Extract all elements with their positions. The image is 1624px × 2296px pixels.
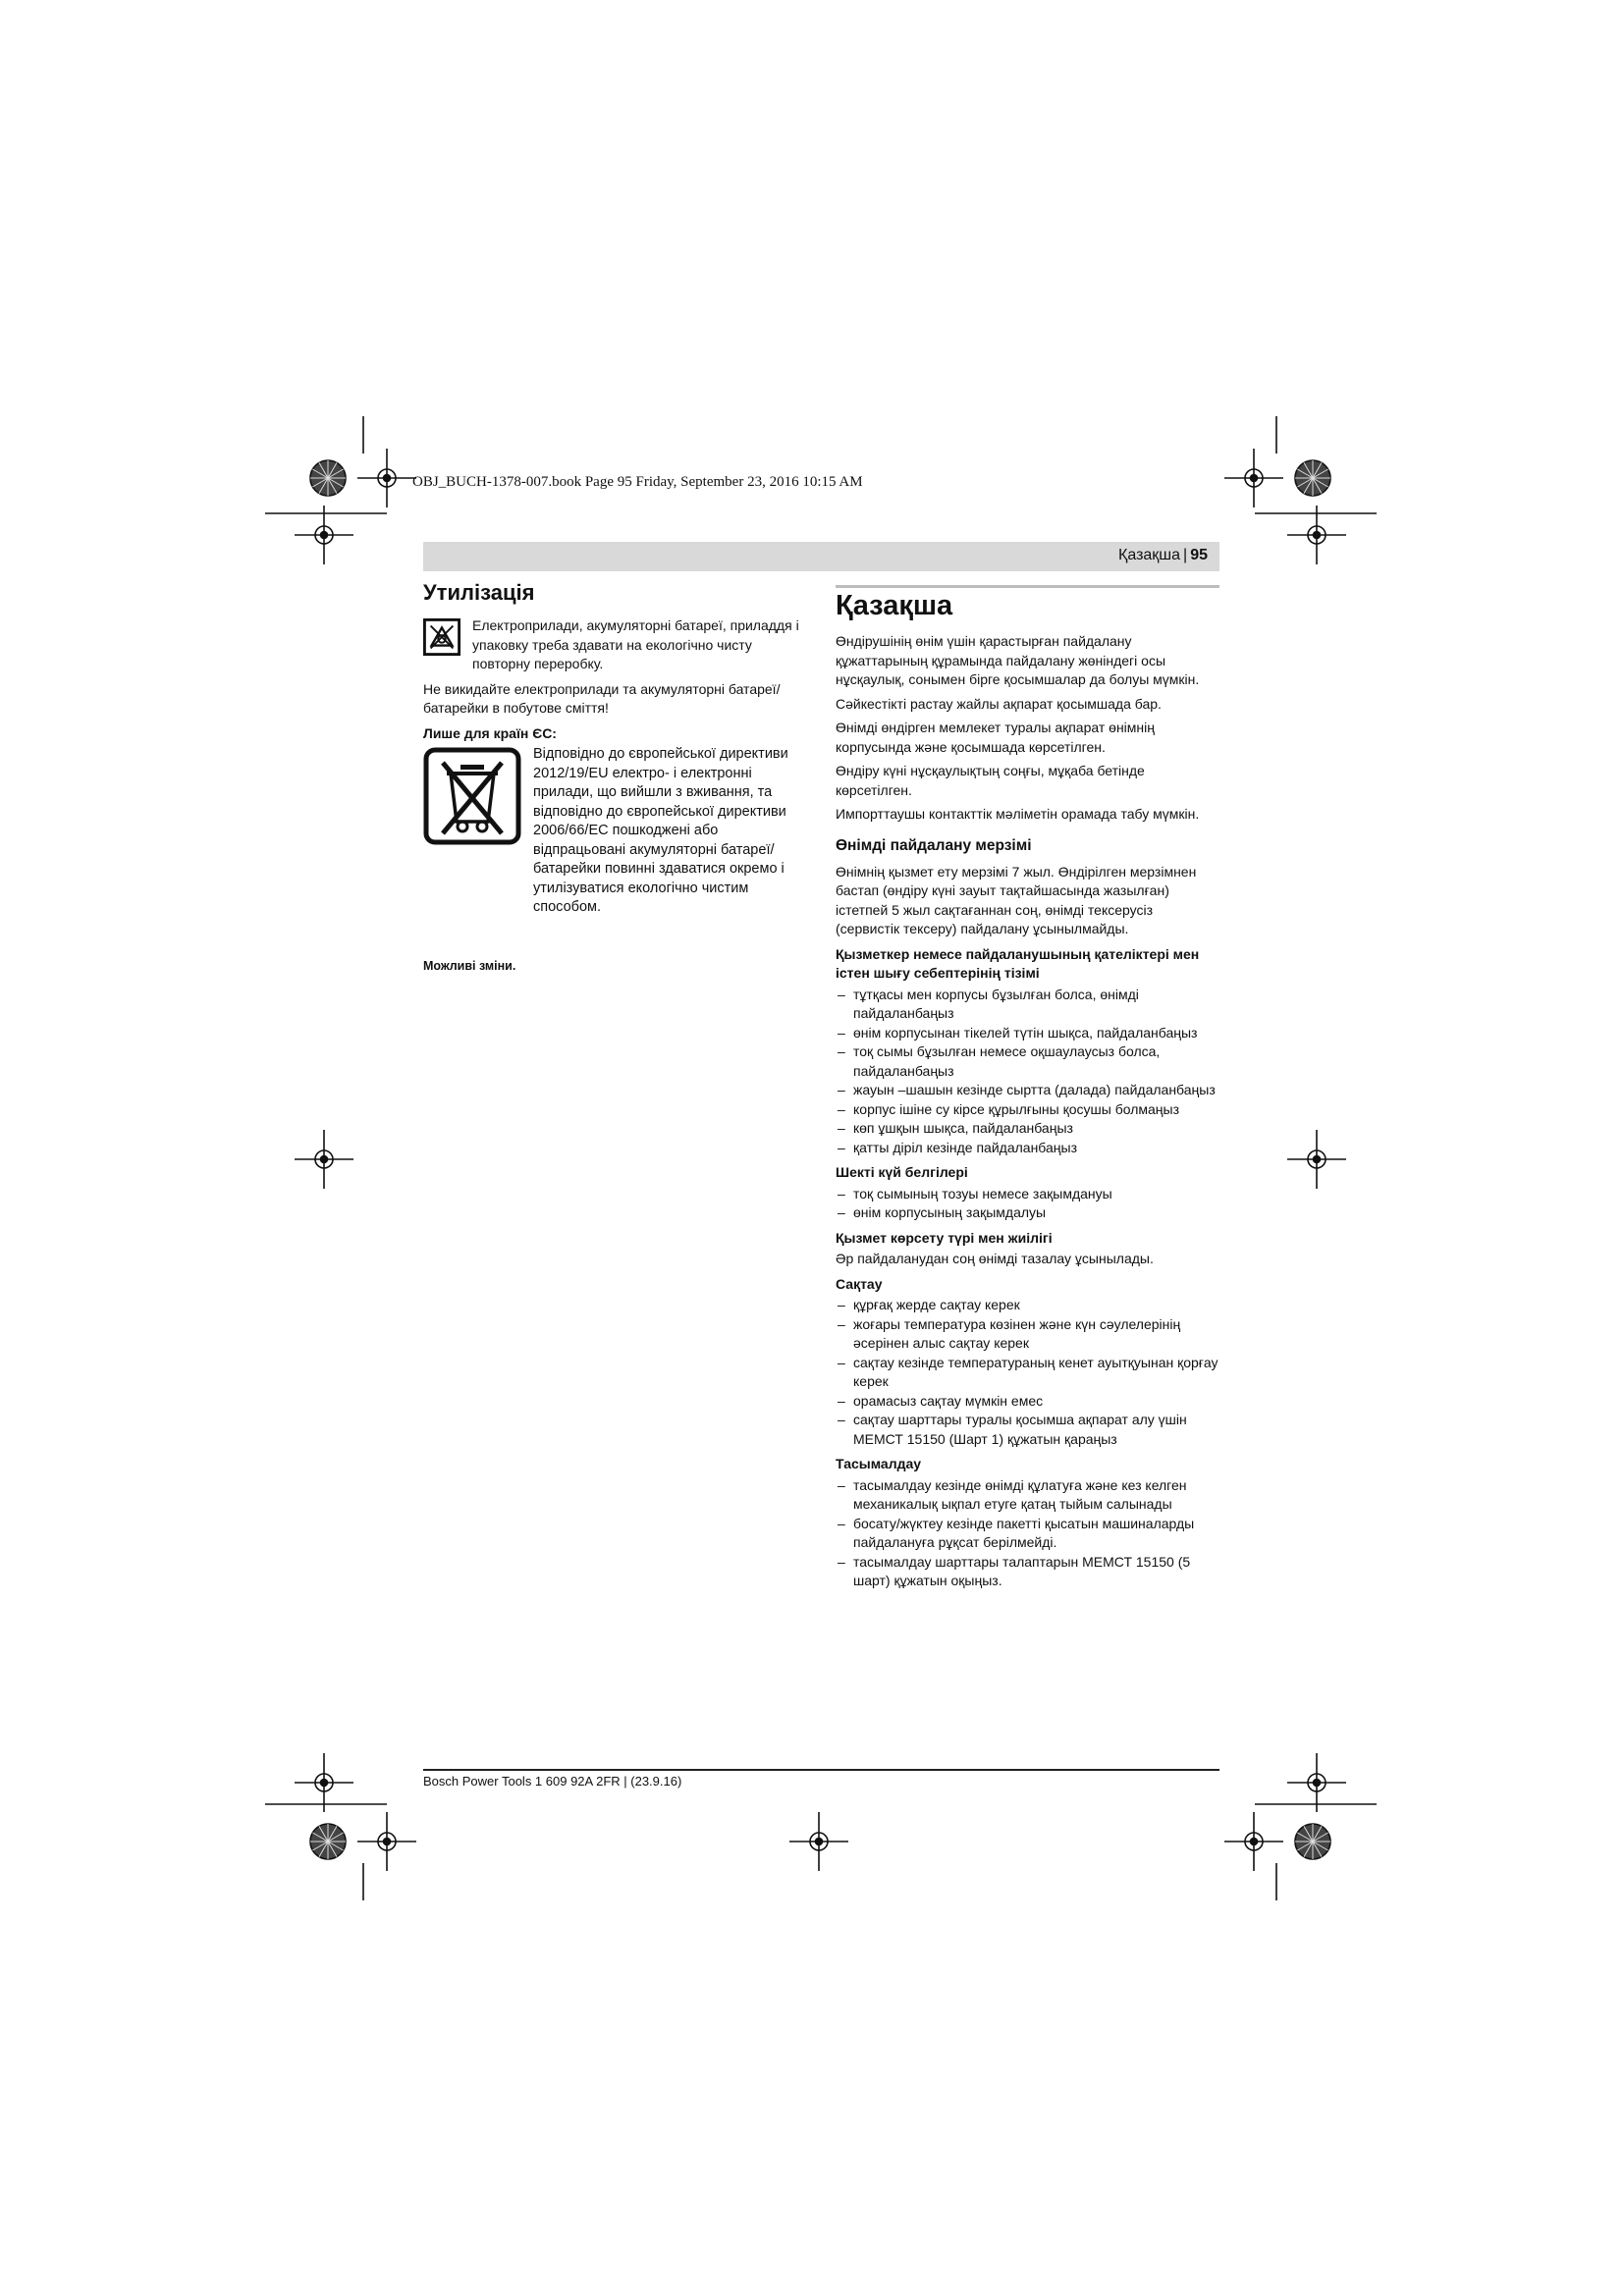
registration-dot: [1314, 1780, 1321, 1787]
storage-list: [836, 1296, 1218, 1449]
left-column: [423, 579, 806, 976]
failures-list: [836, 986, 1218, 1158]
limit-state-heading: Шекті күй белгілері: [836, 1164, 968, 1180]
right-column: [836, 587, 1218, 1595]
registration-dot: [1314, 532, 1321, 539]
language-title: Қазақша: [836, 590, 953, 621]
list-item: – орамасыз сақтау мүмкін емес: [836, 1392, 1218, 1412]
footer-imprint: Bosch Power Tools 1 609 92A 2FR | (23.9.16): [423, 1774, 682, 1789]
recycle-icon: [423, 618, 460, 656]
limit-state-list: [836, 1185, 1218, 1223]
registration-dot: [321, 532, 328, 539]
registration-dot: [321, 1156, 328, 1163]
running-header: [423, 542, 1219, 571]
registration-dot: [816, 1839, 823, 1845]
list-item: – жауын –шашын кезінде сыртта (далада) пайдаланбаңыз: [836, 1081, 1218, 1100]
lifetime-text: Өнімнің қызмет ету мерзімі 7 жыл. Өндірілген мерзімнен бастап (өндіру күні зауыт тақтайшасында жазылған) істетпей 5 жыл сақтағаннан соң, өнімді тексерусіз (сервистік тексеру) пайдалану ұсынылмайды.: [836, 863, 1197, 936]
registration-dot: [384, 475, 391, 482]
list-item: – өнім корпусынан тікелей түтін шықса, пайдаланбаңыз: [836, 1024, 1218, 1043]
header-language: Қазақша: [1118, 547, 1181, 563]
transport-heading: Тасымалдау: [836, 1456, 922, 1471]
list-item: – тасымалдау кезінде өнімді құлатуға және кез келген механикалық ықпал етуге қатаң тыйым салынады: [836, 1476, 1218, 1515]
page-number: 95: [1190, 547, 1208, 563]
failures-heading: Қызметкер немесе пайдаланушының қателіктері мен істен шығу себептерінің тізімі: [836, 945, 1200, 981]
list-item: – тоқ сымы бұзылған немесе оқшаулаусыз болса, пайдаланбаңыз: [836, 1042, 1218, 1081]
intro-paragraph-4: Өндіру күні нұсқаулықтың соңғы, мұқаба бетінде көрсетілген.: [836, 763, 1145, 798]
list-item: – көп ұшқын шықса, пайдаланбаңыз: [836, 1119, 1218, 1139]
registration-dot: [1314, 1156, 1321, 1163]
service-heading: Қызмет көрсету түрі мен жиілігі: [836, 1229, 1053, 1246]
list-item: – тұтқасы мен корпусы бұзылған болса, өнімді пайдаланбаңыз: [836, 986, 1218, 1024]
list-item: – сақтау кезінде температураның кенет ауытқуынан қорғау керек: [836, 1354, 1218, 1392]
list-item: – өнім корпусының зақымдалуы: [836, 1203, 1218, 1223]
weee-block: [423, 745, 806, 918]
list-item: – қатты діріл кезінде пайдаланбаңыз: [836, 1139, 1218, 1158]
household-waste-text: Не викидайте електроприлади та акумуляторні батареї/батарейки в побутове сміття!: [423, 680, 781, 716]
list-item: – босату/жүктеу кезінде пакетті қысатын машиналарды пайдалануға рұқсат берілмейді.: [836, 1515, 1218, 1553]
list-item: – тасымалдау шарттары талаптарын МЕМСТ 15150 (5 шарт) құжатын оқыңыз.: [836, 1553, 1218, 1591]
recycle-text: Електроприлади, акумуляторні батареї, приладдя і упаковку треба здавати на екологічно чисту повторну переробку.: [472, 617, 799, 671]
registration-dot: [1251, 475, 1258, 482]
header-separator: |: [1183, 547, 1188, 563]
list-item: – корпус ішіне су кірсе құрылғыны қосушы болмаңыз: [836, 1100, 1218, 1120]
registration-dot: [384, 1839, 391, 1845]
eu-only-heading: Лише для країн ЄС:: [423, 724, 557, 741]
list-item: – жоғары температура көзінен және күн сәулелерінің әсерінен алыс сақтау керек: [836, 1315, 1218, 1354]
footer-rule: [423, 1769, 1219, 1771]
recycle-block: [423, 616, 806, 674]
section-title-disposal: Утилізація: [423, 580, 535, 605]
service-text: Әр пайдаланудан соң өнімді тазалау ұсынылады.: [836, 1251, 1154, 1266]
registration-dot: [321, 1780, 328, 1787]
list-item: – тоқ сымының тозуы немесе зақымдануы: [836, 1185, 1218, 1204]
list-item: – сақтау шарттары туралы қосымша ақпарат алу үшін МЕМСТ 15150 (Шарт 1) құжатын қараңыз: [836, 1411, 1218, 1449]
intro-paragraph-2: Сәйкестікті растау жайлы ақпарат қосымшада бар.: [836, 695, 1162, 712]
lifetime-heading: Өнімді пайдалану мерзімі: [836, 836, 1032, 854]
transport-list: [836, 1476, 1218, 1591]
list-item: – құрғақ жерде сақтау керек: [836, 1296, 1218, 1315]
intro-paragraph-5: Импорттаушы контакттік мәліметін орамада табу мүмкін.: [836, 806, 1200, 822]
intro-paragraph-3: Өнімді өндірген мемлекет туралы ақпарат өнімнің корпусында және қосымшада көрсетілген.: [836, 720, 1155, 755]
intro-paragraph-1: Өндірушінің өнім үшін қарастырған пайдалану құжаттарының құрамында пайдалану жөніндегі осы нұсқаулық, сонымен бірге қосымшалар да болуы мүмкін.: [836, 633, 1200, 687]
registration-dot: [1251, 1839, 1258, 1845]
storage-heading: Сақтау: [836, 1275, 883, 1292]
crossed-out-bin-icon: [423, 747, 521, 845]
eu-directive-text: Відповідно до європейської директиви 2012/19/EU електро- і електронні прилади, що вийшли з вживання, та відповідно до європейської директиви 2006/66/EC пошкоджені або відпрацьовані акумуляторні батареї/батарейки повинні здаватися окремо і утилізуватися екологічно чистим способом.: [533, 746, 788, 915]
print-slug: OBJ_BUCH-1378-007.book Page 95 Friday, September 23, 2016 10:15 AM: [412, 474, 863, 490]
possible-changes-note: Можливі зміни.: [423, 958, 516, 973]
